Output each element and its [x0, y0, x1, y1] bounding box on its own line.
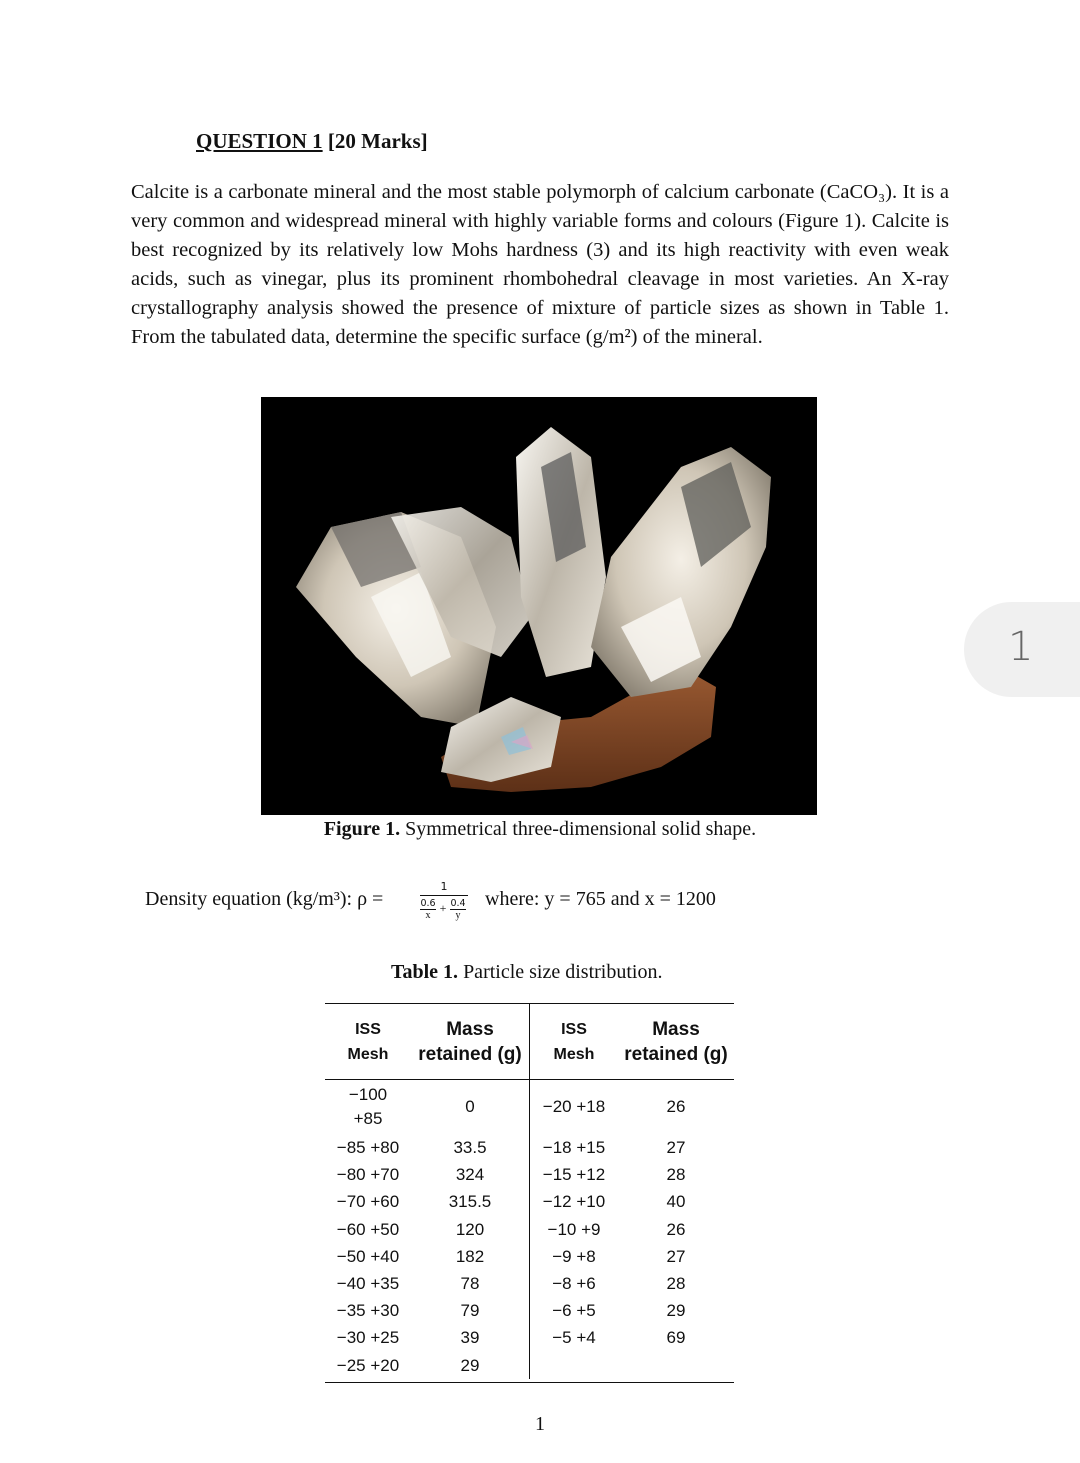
- table-body: [325, 1080, 734, 1382]
- right-mass-cell: 69: [666, 1328, 686, 1348]
- header-iss-mesh-right: [529, 1004, 618, 1079]
- term-2-numerator: 0.4: [450, 898, 466, 909]
- header-text: Mesh: [347, 1045, 389, 1063]
- question-paragraph: Calcite is a carbonate mineral and the most stable polymorph of calcium carbonate (CaCO₃). It is a very common and widespread mineral with highly variable forms and colours (Figure 1). Calcite is best recognized by its relatively low Mohs hardness (3) and its high reactivity with even weak acids, such as vinegar, plus its prominent rhombohedral cleavage in most varieties. An X-ray crystallography analysis showed the presence of mixture of particle sizes as shown in Table 1. From the tabulated data, determine the specific surface (g/m²) of the mineral.: [131, 181, 949, 348]
- header-text: Mass: [652, 1018, 700, 1040]
- term-1-numerator: 0.6: [420, 898, 436, 909]
- plus-sign: +: [439, 901, 447, 915]
- right-mesh-cell: −12 +10: [542, 1192, 606, 1212]
- right-mesh-cell: −6 +5: [552, 1301, 596, 1321]
- right-mass-cell: 29: [666, 1301, 686, 1321]
- right-mesh-cell: −15 +12: [542, 1165, 606, 1185]
- header-text: ISS: [355, 1020, 381, 1038]
- page-indicator-tab[interactable]: [964, 602, 1080, 697]
- left-mesh-cell: −60 +50: [336, 1219, 400, 1239]
- density-label: Density equation (kg/m³): ρ =: [145, 888, 384, 910]
- left-mesh-cell: −25 +20: [336, 1355, 400, 1375]
- right-mass-cell: 26: [666, 1097, 686, 1116]
- right-mass-cell: 28: [666, 1273, 686, 1293]
- fraction-numerator: 1: [440, 880, 448, 893]
- left-mesh-cell: −70 +60: [336, 1192, 400, 1212]
- right-mass-cell: 40: [666, 1192, 686, 1212]
- term-1: [419, 898, 437, 922]
- left-mass-cell: 324: [455, 1165, 485, 1185]
- left-mesh-cell: −40 +35: [336, 1273, 400, 1293]
- left-mass-cell: 29: [460, 1355, 480, 1375]
- right-mass-cell: 26: [666, 1219, 686, 1239]
- term-2: [449, 898, 467, 922]
- header-text: Mass: [446, 1018, 494, 1040]
- right-mesh-cell: −10 +9: [547, 1219, 601, 1239]
- calcite-photo: [261, 397, 817, 815]
- right-mesh-cell: −9 +8: [552, 1246, 596, 1266]
- particle-size-table: [325, 1003, 734, 1383]
- left-mass-cell: 39: [460, 1328, 480, 1348]
- term-1-denominator: x: [425, 910, 431, 921]
- left-mass-cell: 315.5: [448, 1192, 492, 1212]
- term-2-denominator: y: [455, 910, 461, 921]
- left-mesh-cell: −35 +30: [336, 1301, 400, 1321]
- right-mesh-column: [529, 1080, 618, 1379]
- left-mesh-cell: −85 +80: [336, 1138, 400, 1157]
- figure-caption: [0, 818, 1080, 841]
- left-mass-cell: 78: [460, 1273, 480, 1293]
- left-mesh-cell: −30 +25: [336, 1328, 400, 1348]
- question-heading: [196, 129, 428, 154]
- figure-caption-text: Symmetrical three-dimensional solid shape.: [400, 818, 757, 840]
- header-text: Mesh: [553, 1045, 595, 1063]
- density-fraction: [418, 880, 470, 924]
- left-mass-cell: 79: [460, 1301, 480, 1321]
- left-mass-cell: 33.5: [453, 1138, 487, 1157]
- left-mesh-cell: −100 +85: [348, 1085, 388, 1128]
- header-text: retained (g): [624, 1043, 728, 1065]
- question-title: QUESTION 1: [196, 129, 323, 153]
- header-mass-left: [411, 1017, 529, 1067]
- left-mesh-column: [325, 1080, 411, 1379]
- left-mesh-cell: −50 +40: [336, 1246, 400, 1266]
- header-iss-mesh-left: [325, 1017, 411, 1067]
- table-caption: [391, 961, 662, 984]
- question-marks: [20 Marks]: [327, 129, 428, 153]
- right-mesh-cell: −8 +6: [552, 1273, 596, 1293]
- page-indicator-number: 1: [1008, 624, 1034, 670]
- fraction-denominator: [418, 896, 470, 924]
- header-text: ISS: [561, 1020, 587, 1038]
- page-number: 1: [535, 1413, 545, 1435]
- right-mesh-cell: −18 +15: [542, 1138, 606, 1157]
- right-mass-cell: 27: [666, 1138, 686, 1157]
- table-label: Table 1.: [391, 961, 459, 983]
- right-mass-column: [618, 1080, 734, 1379]
- figure-label: Figure 1.: [323, 818, 401, 840]
- right-mesh-cell: −5 +4: [552, 1328, 596, 1348]
- density-where: where: y = 765 and x = 1200: [485, 888, 716, 910]
- left-mass-column: [411, 1080, 529, 1379]
- header-text: retained (g): [418, 1043, 522, 1065]
- header-mass-right: [618, 1017, 734, 1067]
- left-mass-cell: 120: [455, 1219, 485, 1239]
- right-mass-cell: 27: [666, 1246, 686, 1266]
- table-caption-text: Particle size distribution.: [458, 961, 663, 983]
- right-mass-cell: 28: [666, 1165, 686, 1185]
- calcite-crystal-image: [261, 397, 817, 815]
- right-mesh-cell: −20 +18: [542, 1097, 606, 1116]
- table-header: [325, 1004, 734, 1080]
- left-mesh-cell: −80 +70: [336, 1165, 400, 1185]
- left-mass-cell: 0: [465, 1097, 475, 1116]
- left-mass-cell: 182: [455, 1246, 485, 1266]
